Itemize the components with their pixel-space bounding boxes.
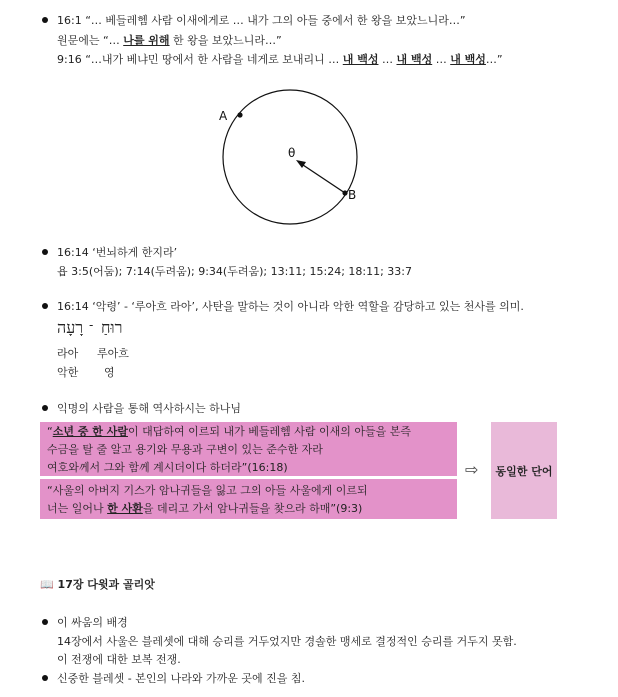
chapter-heading <box>40 576 155 592</box>
quote-line: “사울의 아버지 기스가 암나귀들을 잃고 그의 아들 사울에게 이르되 <box>47 484 368 497</box>
verse-line: 16:14 ‘악령’ - ‘루아흐 라아’, 사탄을 말하는 것이 아니라 악한 역할을 감당하고 있는 천사를 의미. <box>57 300 524 313</box>
bullet <box>42 303 48 309</box>
gloss: 영 <box>104 366 115 379</box>
underlined-phrase: 내 백성 <box>450 53 486 66</box>
underlined-phrase: 내 백성 <box>342 53 379 66</box>
gloss: 라아 <box>57 347 79 360</box>
verse-line: 신중한 블레셋 - 본인의 나라와 가까운 곳에 진을 침. <box>57 672 305 685</box>
quote-line: 여호와께서 그와 함께 계시더이다 하더라”(16:18) <box>47 461 288 474</box>
arrow-icon: ⇨ <box>465 460 479 479</box>
gloss: 악한 <box>57 366 79 379</box>
same-word-label <box>491 422 557 519</box>
quote-text: 을 데리고 가서 암나귀들을 찾으라 하매”(9:3) <box>142 502 363 515</box>
same-word-text: 동일한 단어 <box>495 464 553 478</box>
quote-text: 너는 일어나 <box>47 502 108 515</box>
hebrew-word: רָעָה <box>57 318 84 337</box>
verse-text: 한 왕을 보았느니라…” <box>169 34 282 47</box>
quote-text: 이 대답하여 이르되 내가 베들레헴 사람 이새의 아들을 본즉 <box>127 425 411 438</box>
verse-line: 이 전쟁에 대한 보복 전쟁. <box>57 653 181 666</box>
verse-text: …” <box>485 53 503 66</box>
verse-text: … <box>432 53 451 66</box>
chapter-title: 17장 다윗과 골리앗 <box>57 578 155 591</box>
bullet <box>42 619 48 625</box>
quote-line <box>47 423 411 440</box>
verse-line: 16:14 ‘번뇌하게 한지라’ <box>57 246 178 259</box>
quote-box-2 <box>40 479 457 519</box>
circle-diagram <box>0 0 618 240</box>
quote-box-1 <box>40 422 457 476</box>
hebrew-dash: - <box>89 318 94 332</box>
verse-line: 14장에서 사울은 블레셋에 대해 승리를 거두었지만 경솔한 맹세로 결정적인 승리를 거두지 못함. <box>57 635 517 648</box>
book-icon: 📖 <box>40 578 54 591</box>
underlined-phrase: 내 백성 <box>396 53 433 66</box>
verse-line: 욥 3:5(어둠); 7:14(두려움); 9:34(두려움); 13:11; 15:24; 18:11; 33:7 <box>57 265 413 278</box>
bullet <box>42 249 48 255</box>
bullet <box>42 675 48 681</box>
underlined-phrase: 나를 위해 <box>123 34 170 47</box>
verse-line: 익명의 사람을 통해 역사하시는 하나님 <box>57 402 242 415</box>
point-b-label: B <box>348 188 357 202</box>
gloss: 루아흐 <box>97 347 129 360</box>
theta-label: θ <box>288 146 296 160</box>
quote-text: “ <box>47 425 53 438</box>
underlined-phrase: 한 사환 <box>107 502 143 515</box>
hebrew-word: רוּחַ <box>101 318 123 337</box>
verse-text: 16:1 “… 베들레헴 사람 이새에게로 … 내가 그의 아들 중에서 한 왕을 보았느니라…” <box>57 14 466 27</box>
bullet <box>42 405 48 411</box>
verse-line: 이 싸움의 배경 <box>57 616 128 629</box>
verse-text: 9:16 “…내가 베냐민 땅에서 한 사람을 네게로 보내리니 … <box>57 53 343 66</box>
verse-text: 원문에는 “… <box>57 34 124 47</box>
point-a-label: A <box>219 109 228 123</box>
underlined-phrase: 소년 중 한 사람 <box>52 425 128 438</box>
quote-line <box>47 500 362 517</box>
quote-line: 수금을 탈 줄 알고 용기와 무용과 구변이 있는 준수한 자라 <box>47 443 323 456</box>
verse-text: … <box>378 53 397 66</box>
